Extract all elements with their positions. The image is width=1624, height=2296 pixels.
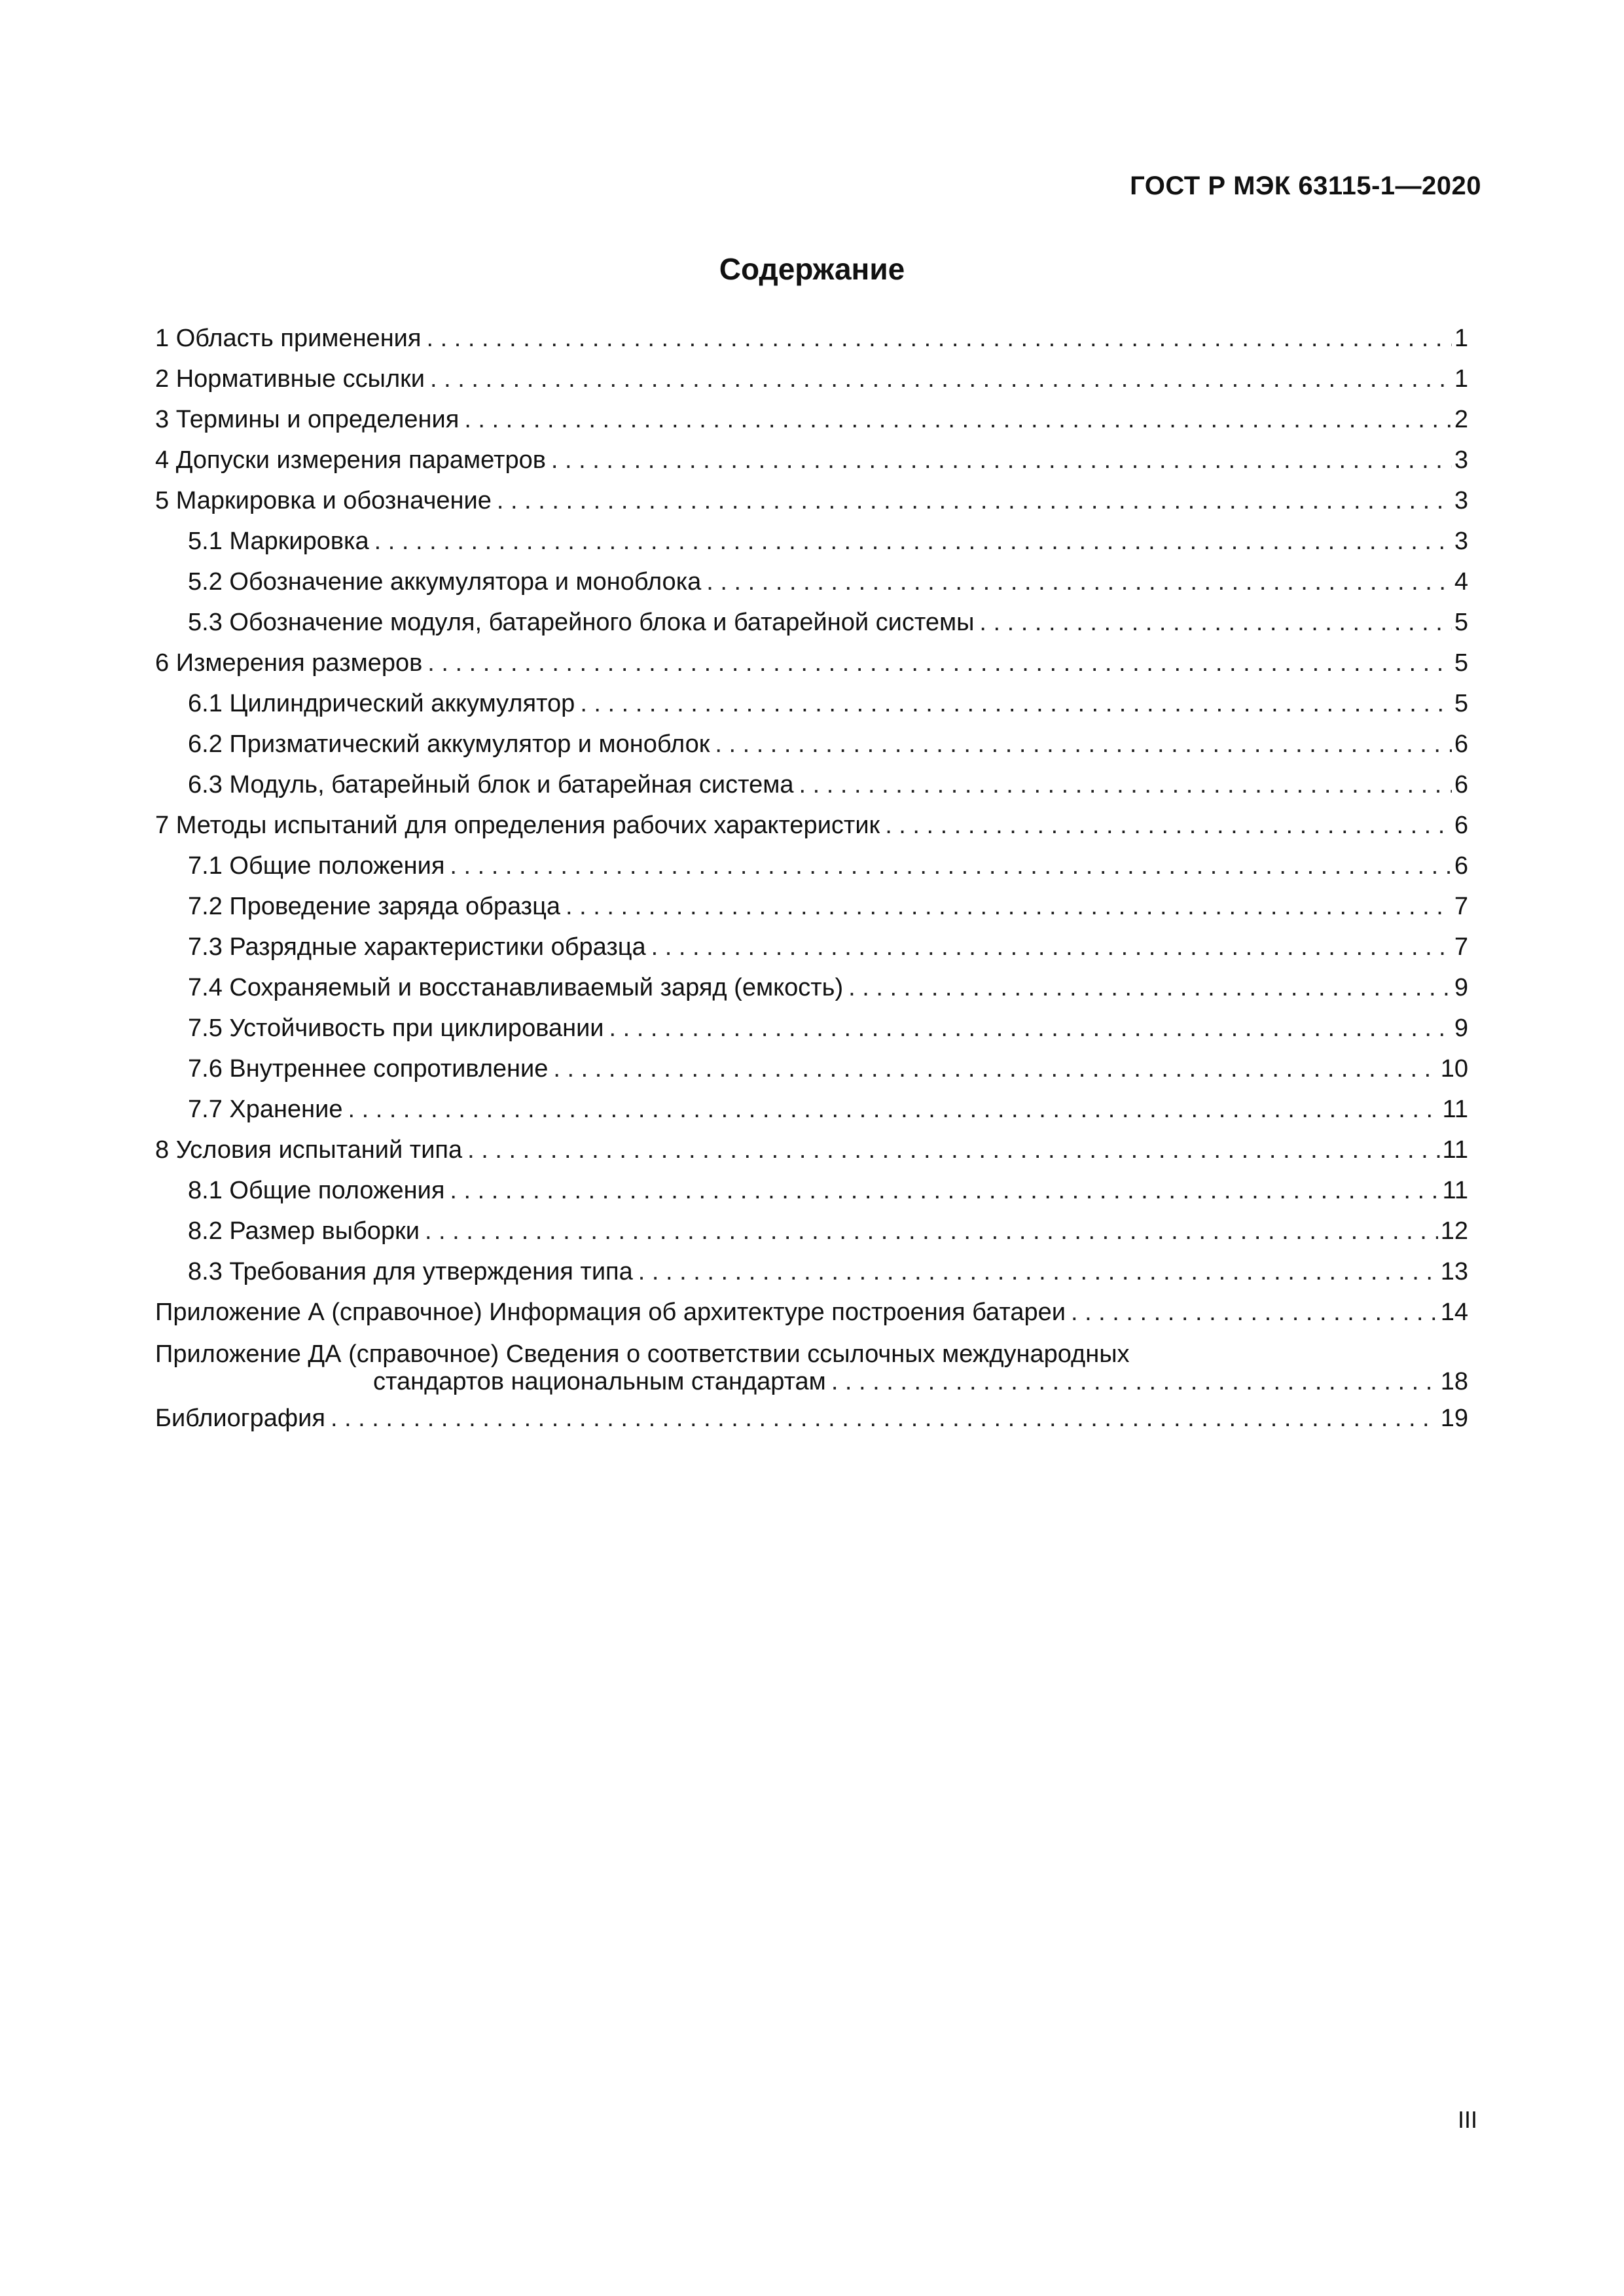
toc-entry-label: 2 Нормативные ссылки <box>155 365 425 393</box>
toc-entry-label: 7.6 Внутреннее сопротивление <box>188 1055 549 1083</box>
toc-entry-page: 10 <box>1440 1055 1468 1083</box>
toc-entry-label: 5 Маркировка и обозначение <box>155 487 492 514</box>
toc-entry-page: 11 <box>1442 1136 1468 1164</box>
toc-entry-8-2[interactable] <box>155 1211 1468 1251</box>
toc-entry-bibliography[interactable] <box>155 1398 1468 1439</box>
toc-dot-leader <box>551 440 1452 480</box>
toc-dot-leader <box>497 480 1452 521</box>
toc-entry-page: 6 <box>1454 771 1468 798</box>
toc-entry-label: 7.3 Разрядные характеристики образца <box>188 933 646 961</box>
toc-entry-page: 9 <box>1454 974 1468 1001</box>
toc-entry-page: 19 <box>1440 1405 1468 1432</box>
toc-entry-label: 6.2 Призматический аккумулятор и моноблок <box>188 730 710 758</box>
toc-entry-page: 5 <box>1454 690 1468 717</box>
toc-dot-leader <box>566 886 1452 927</box>
toc-entry-7-3[interactable] <box>155 927 1468 967</box>
toc-dot-leader <box>651 927 1452 967</box>
toc-entry-6[interactable] <box>155 643 1468 683</box>
page-number: III <box>1457 2106 1477 2133</box>
toc-entry-label: 5.3 Обозначение модуля, батарейного блока и батарейной системы <box>188 609 975 636</box>
toc-entry-page: 11 <box>1442 1096 1468 1123</box>
toc-entry-page: 4 <box>1454 568 1468 596</box>
toc-entry-page: 2 <box>1454 406 1468 433</box>
toc-entry-page: 3 <box>1454 446 1468 474</box>
toc-entry-page: 1 <box>1454 325 1468 352</box>
toc-entry-label: 7.4 Сохраняемый и восстанавливаемый заряд (емкость) <box>188 974 844 1001</box>
toc-entry-label: 4 Допуски измерения параметров <box>155 446 546 474</box>
toc-entry-label: 6.3 Модуль, батарейный блок и батарейная система <box>188 771 794 798</box>
toc-entry-2[interactable] <box>155 359 1468 399</box>
toc-entry-1[interactable] <box>155 318 1468 359</box>
toc-entry-8[interactable] <box>155 1130 1468 1170</box>
toc-dot-leader <box>427 643 1452 683</box>
toc-entry-second-line <box>373 1365 1468 1398</box>
toc-entry-5-3[interactable] <box>155 602 1468 643</box>
toc-entry-label: 7.7 Хранение <box>188 1096 343 1123</box>
toc-entry-label: Библиография <box>155 1405 325 1432</box>
toc-entry-label: 6 Измерения размеров <box>155 649 423 677</box>
toc-entry-page: 5 <box>1454 609 1468 636</box>
toc-entry-5-1[interactable] <box>155 521 1468 562</box>
toc-dot-leader <box>1071 1292 1438 1333</box>
toc-entry-7-4[interactable] <box>155 967 1468 1008</box>
table-of-contents <box>155 318 1468 1439</box>
toc-dot-leader <box>580 683 1452 724</box>
toc-entry-page: 9 <box>1454 1014 1468 1042</box>
toc-entry-appendix-a[interactable] <box>155 1292 1468 1333</box>
toc-dot-leader <box>464 399 1452 440</box>
toc-entry-6-3[interactable] <box>155 764 1468 805</box>
toc-entry-page: 14 <box>1440 1299 1468 1326</box>
toc-entry-5-2[interactable] <box>155 562 1468 602</box>
toc-dot-leader <box>799 764 1451 805</box>
toc-entry-label: 7 Методы испытаний для определения рабочих характеристик <box>155 812 880 839</box>
toc-entry-page: 13 <box>1440 1258 1468 1285</box>
toc-entry-label: 6.1 Цилиндрический аккумулятор <box>188 690 575 717</box>
toc-entry-page: 7 <box>1454 933 1468 961</box>
toc-dot-leader <box>425 1211 1438 1251</box>
toc-entry-5[interactable] <box>155 480 1468 521</box>
toc-dot-leader <box>450 1170 1439 1211</box>
toc-dot-leader <box>348 1089 1439 1130</box>
toc-entry-6-1[interactable] <box>155 683 1468 724</box>
toc-entry-4[interactable] <box>155 440 1468 480</box>
toc-dot-leader <box>553 1049 1437 1089</box>
toc-entry-appendix-da[interactable] <box>155 1333 1468 1398</box>
toc-entry-page: 18 <box>1440 1368 1468 1395</box>
toc-entry-label-line2: стандартов национальным стандартам <box>373 1368 826 1395</box>
toc-entry-7-6[interactable] <box>155 1049 1468 1089</box>
toc-dot-leader <box>374 521 1452 562</box>
toc-title: Содержание <box>719 252 905 286</box>
toc-entry-7-2[interactable] <box>155 886 1468 927</box>
toc-entry-label: 8.3 Требования для утверждения типа <box>188 1258 633 1285</box>
toc-entry-7[interactable] <box>155 805 1468 846</box>
toc-entry-label: 7.1 Общие положения <box>188 852 445 880</box>
toc-entry-label: 7.5 Устойчивость при циклировании <box>188 1014 604 1042</box>
toc-entry-page: 11 <box>1442 1177 1468 1204</box>
toc-dot-leader <box>609 1008 1452 1049</box>
toc-dot-leader <box>638 1251 1438 1292</box>
toc-dot-leader <box>831 1365 1438 1398</box>
toc-entry-7-1[interactable] <box>155 846 1468 886</box>
toc-dot-leader <box>331 1398 1438 1439</box>
toc-dot-leader <box>885 805 1452 846</box>
toc-dot-leader <box>467 1130 1439 1170</box>
document-code: ГОСТ Р МЭК 63115-1—2020 <box>1130 171 1481 200</box>
toc-entry-3[interactable] <box>155 399 1468 440</box>
toc-dot-leader <box>450 846 1451 886</box>
toc-dot-leader <box>715 724 1452 764</box>
toc-entry-page: 1 <box>1454 365 1468 393</box>
toc-entry-label: 1 Область применения <box>155 325 422 352</box>
toc-entry-label: Приложение А (справочное) Информация об архитектуре построения батареи <box>155 1299 1066 1326</box>
toc-entry-label-line1: Приложение ДА (справочное) Сведения о соответствии ссылочных международных <box>155 1340 1130 1368</box>
toc-entry-label: 7.2 Проведение заряда образца <box>188 893 560 920</box>
toc-entry-label: 5.1 Маркировка <box>188 528 369 555</box>
toc-entry-page: 3 <box>1454 528 1468 555</box>
toc-entry-8-1[interactable] <box>155 1170 1468 1211</box>
toc-entry-label: 8 Условия испытаний типа <box>155 1136 463 1164</box>
toc-entry-6-2[interactable] <box>155 724 1468 764</box>
toc-dot-leader <box>426 318 1451 359</box>
toc-entry-page: 12 <box>1440 1217 1468 1245</box>
toc-entry-label: 3 Термины и определения <box>155 406 460 433</box>
toc-entry-page: 6 <box>1454 730 1468 758</box>
toc-entry-label: 5.2 Обозначение аккумулятора и моноблока <box>188 568 702 596</box>
toc-entry-label: 8.1 Общие положения <box>188 1177 445 1204</box>
toc-entry-7-5[interactable] <box>155 1008 1468 1049</box>
toc-entry-7-7[interactable] <box>155 1089 1468 1130</box>
toc-dot-leader <box>848 967 1452 1008</box>
toc-dot-leader <box>979 602 1451 643</box>
toc-dot-leader <box>706 562 1452 602</box>
toc-entry-label: 8.2 Размер выборки <box>188 1217 420 1245</box>
toc-entry-page: 6 <box>1454 852 1468 880</box>
toc-entry-page: 6 <box>1454 812 1468 839</box>
toc-entry-page: 5 <box>1454 649 1468 677</box>
toc-dot-leader <box>430 359 1452 399</box>
toc-entry-page: 7 <box>1454 893 1468 920</box>
toc-entry-page: 3 <box>1454 487 1468 514</box>
toc-entry-8-3[interactable] <box>155 1251 1468 1292</box>
